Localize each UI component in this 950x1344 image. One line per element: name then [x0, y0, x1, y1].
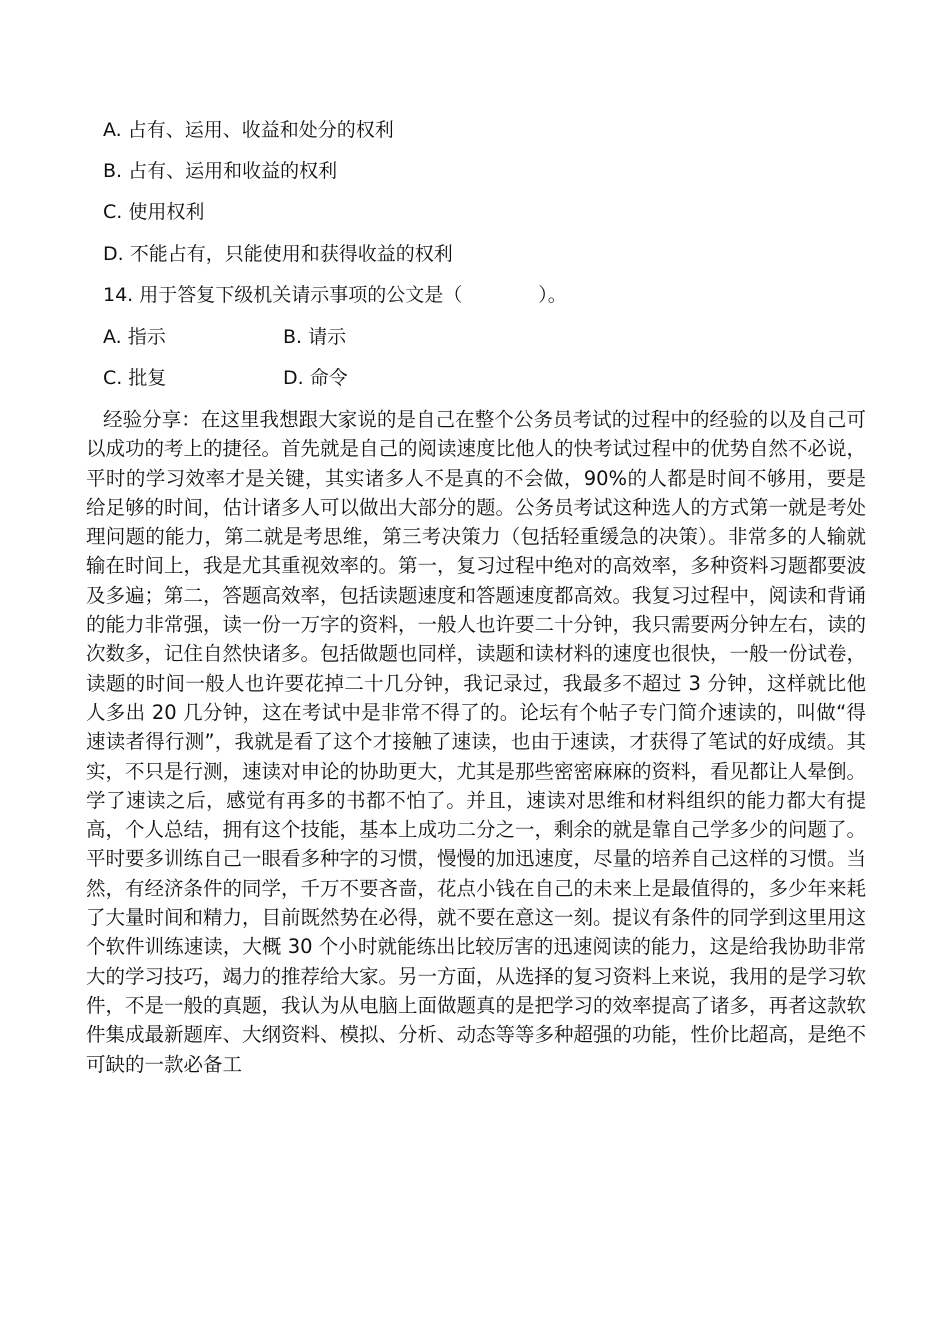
q13-option-a: A. 占有、运用、收益和处分的权利 — [103, 119, 394, 141]
q14-option-a: A. 指示 — [103, 326, 166, 348]
q14-option-b: B. 请示 — [283, 326, 347, 348]
q14-stem: 14. 用于答复下级机关请示事项的公文是（ ）。 — [103, 284, 567, 306]
q14-option-d: D. 命令 — [283, 367, 348, 389]
q14-options-row-2 — [103, 364, 348, 392]
q13-option-c: C. 使用权利 — [103, 201, 205, 223]
q14-option-c: C. 批复 — [103, 367, 167, 389]
experience-paragraph: 经验分享：在这里我想跟大家说的是自己在整个公务员考试的过程中的经验的以及自己可以成功的考上的捷径。首先就是自己的阅读速度比他人的快考试过程中的优势自然不必说，平时的学习效率才是关键，其实诸多人不是真的不会做，90%的人都是时间不够用，要是给足够的时间，估计诸多人可以做出大部分的题。公务员考试这种选人的方式第一就是考处理问题的能力，第二就是考思维，第三考决策力（包括轻重缓急的决策）。非常多的人输就输在时间上，我是尤其重视效率的。第一，复习过程中绝对的高效率，多种资料习题都要波及多遍；第二，答题高效率，包括读题速度和答题速度都高效。我复习过程中，阅读和背诵的能力非常强，读一份一万字的资料，一般人也许要二十分钟，我只需要两分钟左右，读的次数多，记住自然快诸多。包括做题也同样，读题和读材料的速度也很快，一般一份试卷，读题的时间一般人也许要花掉二十几分钟，我记录过，我最多不超过 3 分钟，这样就比他人多出 20 几分钟，这在考试中是非常不得了的。论坛有个帖子专门简介速读的，叫做“得速读者得行测”，我就是看了这个才接触了速读，也由于速读，才获得了笔试的好成绩。其实，不只是行测，速读对申论的协助更大，尤其是那些密密麻麻的资料，看见都让人晕倒。学了速读之后，感觉有再多的书都不怕了。并且，速读对思维和材料组织的能力都大有提高，个人总结，拥有这个技能，基本上成功二分之一，剩余的就是靠自己学多少的问题了。平时要多训练自己一眼看多种字的习惯，慢慢的加迅速度，尽量的培养自己这样的习惯。当然，有经济条件的同学，千万不要吝啬，花点小钱在自己的未来上是最值得的，多少年来耗了大量时间和精力，目前既然势在必得，就不要在意这一刻。提议有条件的同学到这里用这个软件训练速读，大概 30 个小时就能练出比较厉害的迅速阅读的能力，这是给我协助非常大的学习技巧，竭力的推荐给大家。另一方面，从选择的复习资料上来说，我用的是学习软件，不是一般的真题，我认为从电脑上面做题真的是把学习的效率提高了诸多，再者这款软件集成最新题库、大纲资料、模拟、分析、动态等等多种超强的功能，性价比超高，是绝不可缺的一款必备工 — [86, 408, 867, 1076]
q13-option-b: B. 占有、运用和收益的权利 — [103, 160, 338, 182]
q13-option-d: D. 不能占有，只能使用和获得收益的权利 — [103, 243, 453, 265]
q14-options-row-1 — [103, 323, 347, 351]
